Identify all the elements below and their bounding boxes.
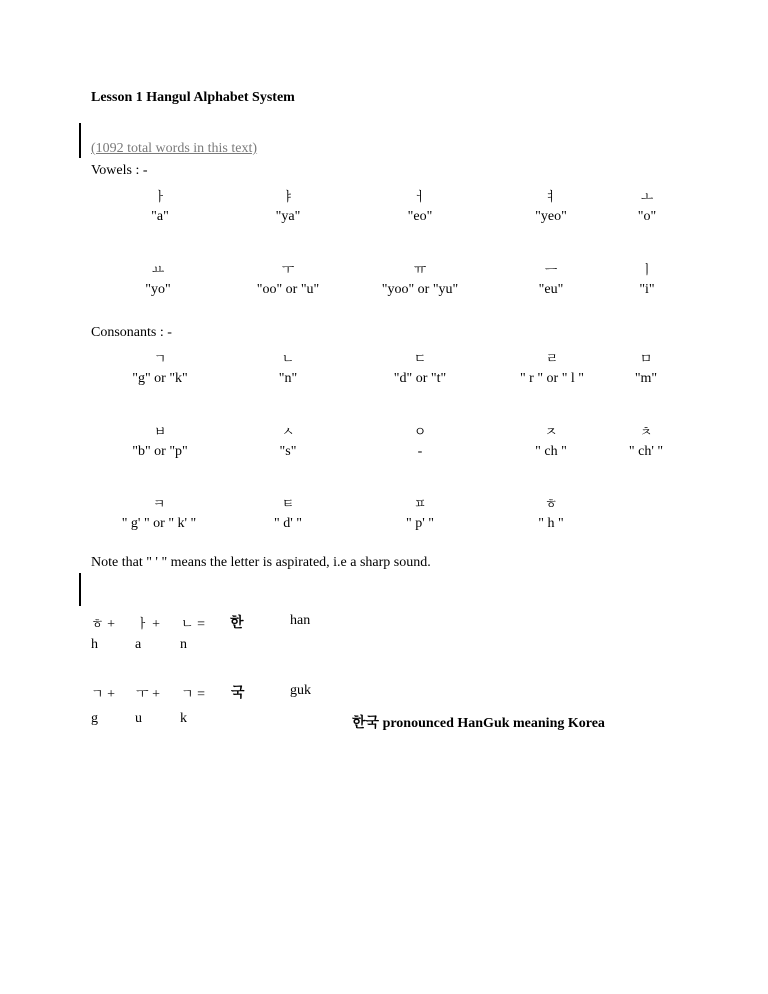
consonant-cell [228,493,348,532]
consonant-jamo: ㅇ [413,425,427,440]
consonant-sound: " h " [538,516,564,531]
consonant-cell [100,421,220,460]
consonant-sound: "g" or "k" [132,371,188,386]
example-operator: + [107,687,115,702]
example-syllable: 국 [231,685,245,701]
example-part-roman: u [135,711,142,726]
consonant-jamo: ㅋ [152,497,166,512]
vowel-sound: "eu" [538,282,564,297]
korea-word: 한국 [352,715,380,731]
example-jamo: ㅎ [91,617,104,632]
example-operator: = [197,687,205,702]
example-jamo: ㄱ [91,687,104,702]
consonant-sound: "d" or "t" [393,371,447,386]
consonant-jamo: ㅍ [413,497,427,512]
vowel-cell [587,186,707,225]
example-roman: han [290,613,311,628]
consonant-cell [360,348,480,387]
aspiration-note: Note that " ' " means the letter is aspirated, i.e a sharp sound. [91,555,431,570]
margin-bar [79,123,81,158]
vowel-jamo: ㅛ [151,263,165,278]
vowel-sound: "ya" [275,209,301,224]
vowel-jamo: ㅡ [544,263,558,278]
consonant-jamo: ㅎ [544,497,558,512]
consonant-jamo: ㅌ [281,497,295,512]
consonant-sound: " g' " or " k' " [121,516,197,531]
vowel-sound: "yoo" or "yu" [381,282,459,297]
consonant-cell [360,493,480,532]
consonant-jamo: ㅁ [639,352,653,367]
vowel-jamo: ㅑ [281,190,295,205]
consonant-cell [100,348,220,387]
example-part-roman: a [135,637,142,652]
korea-summary [352,712,605,732]
vowel-cell [360,259,480,298]
consonant-jamo: ㄹ [545,352,559,367]
vowel-jamo: ㅜ [281,263,295,278]
example-operator: + [152,617,160,632]
vowel-cell [360,186,480,225]
vowel-jamo: ㅗ [640,190,654,205]
example-operator: + [107,617,115,632]
consonant-sound: "n" [278,371,298,386]
consonant-sound: "m" [634,371,658,386]
consonant-sound: " r " or " l " [519,371,585,386]
vowel-sound: "oo" or "u" [256,282,320,297]
vowel-sound: "i" [639,282,655,297]
consonant-cell [228,421,348,460]
consonant-cell [586,421,706,460]
example-part [136,613,160,633]
vowel-cell [587,259,707,298]
example-syllable: 한 [230,615,244,631]
consonant-jamo: ㄴ [281,352,295,367]
korea-meaning: pronounced HanGuk meaning Korea [379,716,605,731]
consonant-cell [586,348,706,387]
vowel-jamo: ㅓ [413,190,427,205]
example-jamo: ㄱ [181,687,194,702]
vowel-sound: "yeo" [535,209,567,224]
vowel-cell [100,186,220,225]
example-part [181,683,205,703]
example-roman: guk [290,683,311,698]
page-title: Lesson 1 Hangul Alphabet System [91,90,295,105]
consonant-jamo: ㅂ [153,425,167,440]
vowel-jamo: ㅠ [413,263,427,278]
consonant-jamo: ㅊ [639,425,653,440]
vowel-sound: "eo" [407,209,433,224]
vowel-jamo: ㅣ [640,263,654,278]
vowel-cell [98,259,218,298]
example-jamo: ㅜ [136,687,149,702]
margin-bar [79,573,81,606]
example-part [136,683,160,703]
consonant-cell [491,493,611,532]
consonant-sound: " d' " [274,516,302,531]
example-part [181,613,205,633]
consonant-cell [228,348,348,387]
example-part-roman: g [91,711,98,726]
vowel-sound: "a" [151,209,169,224]
consonant-cell [99,493,219,532]
example-part-roman: n [180,637,187,652]
word-count-link[interactable]: (1092 total words in this text) [91,141,258,156]
consonant-sound: - [417,444,423,459]
vowels-label: Vowels : - [91,163,148,178]
consonant-jamo: ㄱ [153,352,167,367]
vowel-sound: "yo" [145,282,171,297]
consonant-jamo: ㄷ [413,352,427,367]
consonant-sound: "s" [279,444,297,459]
example-part-roman: h [91,637,98,652]
vowel-sound: "o" [637,209,657,224]
consonant-sound: "b" or "p" [132,444,188,459]
example-part [91,683,115,703]
vowel-jamo: ㅏ [153,190,167,205]
vowel-cell [228,259,348,298]
consonant-sound: " ch' " [628,444,664,459]
example-jamo: ㄴ [181,617,194,632]
vowel-jamo: ㅕ [544,190,558,205]
vowel-cell [228,186,348,225]
example-jamo: ㅏ [136,617,149,632]
consonant-jamo: ㅈ [544,425,558,440]
example-part-roman: k [180,711,187,726]
consonant-sound: " p' " [406,516,434,531]
consonant-sound: " ch " [535,444,567,459]
example-operator: + [152,687,160,702]
example-part [91,613,115,633]
consonant-jamo: ㅅ [281,425,295,440]
example-operator: = [197,617,205,632]
consonants-label: Consonants : - [91,325,172,340]
consonant-cell [360,421,480,460]
